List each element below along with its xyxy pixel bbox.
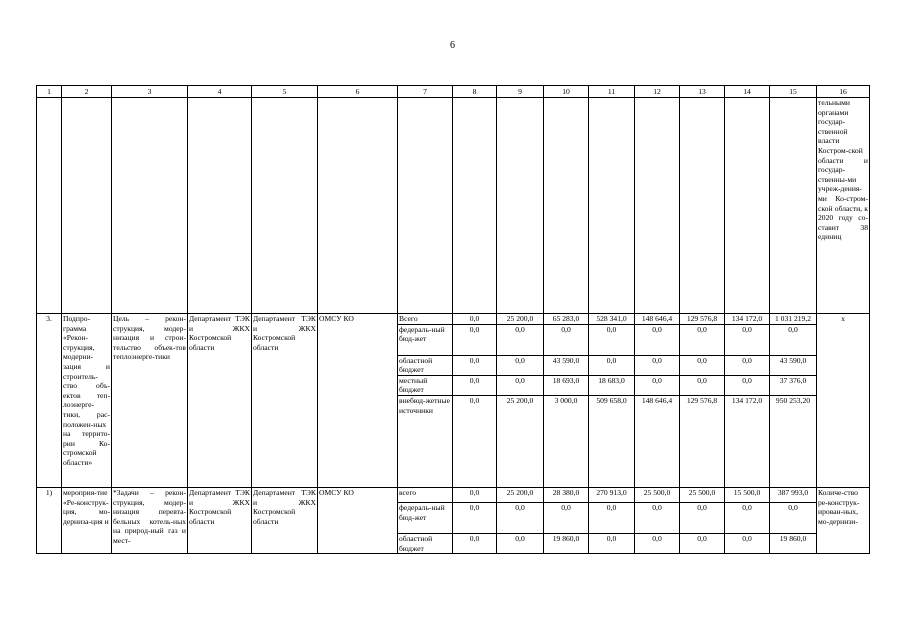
amount-cell: 0,0 [725,324,770,355]
amount-cell: 43 590,0 [544,355,589,375]
amount-cell: 148 646,4 [635,314,680,325]
col-header: 4 [188,86,252,98]
amount-cell: 0,0 [725,355,770,375]
funding-source: всего [398,487,453,502]
amount-cell: 0,0 [453,395,497,487]
amount-cell: 0,0 [453,487,497,502]
program-name: Подпро-грамма «Рекон-струкция, модерни-зация и строитель-ство объ-ектов теп-лоэнерге-тики, рас-положен-ных на террито-рии Ко-стромской области» [62,314,112,488]
funding-source: областной бюджет [398,355,453,375]
col-header: 11 [589,86,635,98]
amount-cell: 0,0 [453,502,497,533]
amount-cell: 0,0 [497,375,544,395]
header-row [37,86,870,98]
amount-cell: 19 860,0 [544,533,589,553]
amount-cell: 0,0 [680,375,725,395]
amount-cell: 28 380,0 [544,487,589,502]
funding-source: федераль-ный бюд-жет [398,324,453,355]
amount-cell: 0,0 [680,355,725,375]
continuation-row [37,98,870,314]
amount-total: 19 860,0 [770,533,817,553]
amount-cell: 0,0 [453,314,497,325]
amount-cell: 25 200,0 [497,395,544,487]
amount-cell: 18 683,0 [589,375,635,395]
amount-cell: 0,0 [635,502,680,533]
amount-cell: 65 283,0 [544,314,589,325]
participant: ОМСУ КО [318,487,398,553]
col-header: 3 [112,86,188,98]
page-number: 6 [450,40,455,51]
amount-cell: 0,0 [589,324,635,355]
amount-cell: 0,0 [635,355,680,375]
amount-cell: 509 658,0 [589,395,635,487]
measure-name: мероприя-тие «Ре-конструк-ция, мо-дерниза-ция и [62,487,112,553]
amount-cell: 0,0 [635,375,680,395]
responsible-executor: Департамент ТЭК и ЖКХ Костромской области [188,487,252,553]
amount-cell: 0,0 [497,502,544,533]
amount-cell: 0,0 [544,502,589,533]
col-header: 5 [252,86,318,98]
amount-total: 43 590,0 [770,355,817,375]
col-header: 10 [544,86,589,98]
amount-cell: 0,0 [589,533,635,553]
amount-cell: 0,0 [453,324,497,355]
amount-cell: 0,0 [725,375,770,395]
amount-cell: 3 000,0 [544,395,589,487]
col-header: 13 [680,86,725,98]
budget-table [36,85,870,554]
col-header: 7 [398,86,453,98]
amount-cell: 0,0 [589,502,635,533]
amount-cell: 25 200,0 [497,314,544,325]
amount-total: 0,0 [770,502,817,533]
amount-cell: 129 576,8 [680,314,725,325]
col-header: 15 [770,86,817,98]
col-header: 9 [497,86,544,98]
funding-source: местный бюджет [398,375,453,395]
program-number: 3. [37,314,62,488]
measure-task: *Задачи – рекон-струкция, модер-низация перевта-бельных котель-ных на природ-ный газ и мест- [112,487,188,553]
col-header: 1 [37,86,62,98]
col-header: 2 [62,86,112,98]
funding-source: областной бюджет [398,533,453,553]
funding-source: федераль-ный бюд-жет [398,502,453,533]
amount-total: 950 253,20 [770,395,817,487]
col-header: 6 [318,86,398,98]
amount-cell: 134 172,0 [725,395,770,487]
amount-total: 37 376,0 [770,375,817,395]
funding-source: Всего [398,314,453,325]
amount-cell: 0,0 [725,533,770,553]
amount-cell: 0,0 [635,533,680,553]
measure-row [37,487,870,502]
col-header: 16 [817,86,870,98]
funding-source: внебюд-жетные источники [398,395,453,487]
amount-total: 1 031 219,2 [770,314,817,325]
program-row [37,314,870,325]
program-indicator: х [817,314,870,488]
amount-cell: 25 200,0 [497,487,544,502]
amount-cell: 25 500,0 [635,487,680,502]
co-executor: Департамент ТЭК и ЖКХ Костромской области [252,487,318,553]
measure-number: 1) [37,487,62,553]
amount-cell: 134 172,0 [725,314,770,325]
amount-cell: 148 646,4 [635,395,680,487]
amount-total: 0,0 [770,324,817,355]
co-executor: Департамент ТЭК и ЖКХ Костромской области [252,314,318,488]
amount-cell: 129 576,8 [680,395,725,487]
amount-cell: 0,0 [497,533,544,553]
amount-cell: 270 913,0 [589,487,635,502]
amount-cell: 0,0 [497,324,544,355]
continuation-indicator-text: тельными органами государ-ственной власти Костром-ской области и государ-ственны-ми учреж-дения-ми Ко-стром-ской области, к 2020 году со-ставит 38 единиц [817,98,870,314]
amount-total: 387 993,0 [770,487,817,502]
participant: ОМСУ КО [318,314,398,488]
amount-cell: 528 341,0 [589,314,635,325]
amount-cell: 0,0 [453,533,497,553]
measure-indicator: Количе-ство ре-конструк-ирован-ных, мо-дернизи- [817,487,870,553]
amount-cell: 0,0 [453,355,497,375]
amount-cell: 0,0 [544,324,589,355]
col-header: 8 [453,86,497,98]
amount-cell: 0,0 [680,324,725,355]
program-goal: Цель – рекон-струкция, модер-низация и строи-тельство объек-тов теплоэнерге-тики [112,314,188,488]
amount-cell: 15 500,0 [725,487,770,502]
amount-cell: 0,0 [680,502,725,533]
col-header: 14 [725,86,770,98]
amount-cell: 0,0 [497,355,544,375]
amount-cell: 25 500,0 [680,487,725,502]
amount-cell: 0,0 [635,324,680,355]
amount-cell: 0,0 [680,533,725,553]
col-header: 12 [635,86,680,98]
amount-cell: 0,0 [589,355,635,375]
amount-cell: 0,0 [453,375,497,395]
amount-cell: 0,0 [725,502,770,533]
amount-cell: 18 693,0 [544,375,589,395]
responsible-executor: Департамент ТЭК и ЖКХ Костромской области [188,314,252,488]
